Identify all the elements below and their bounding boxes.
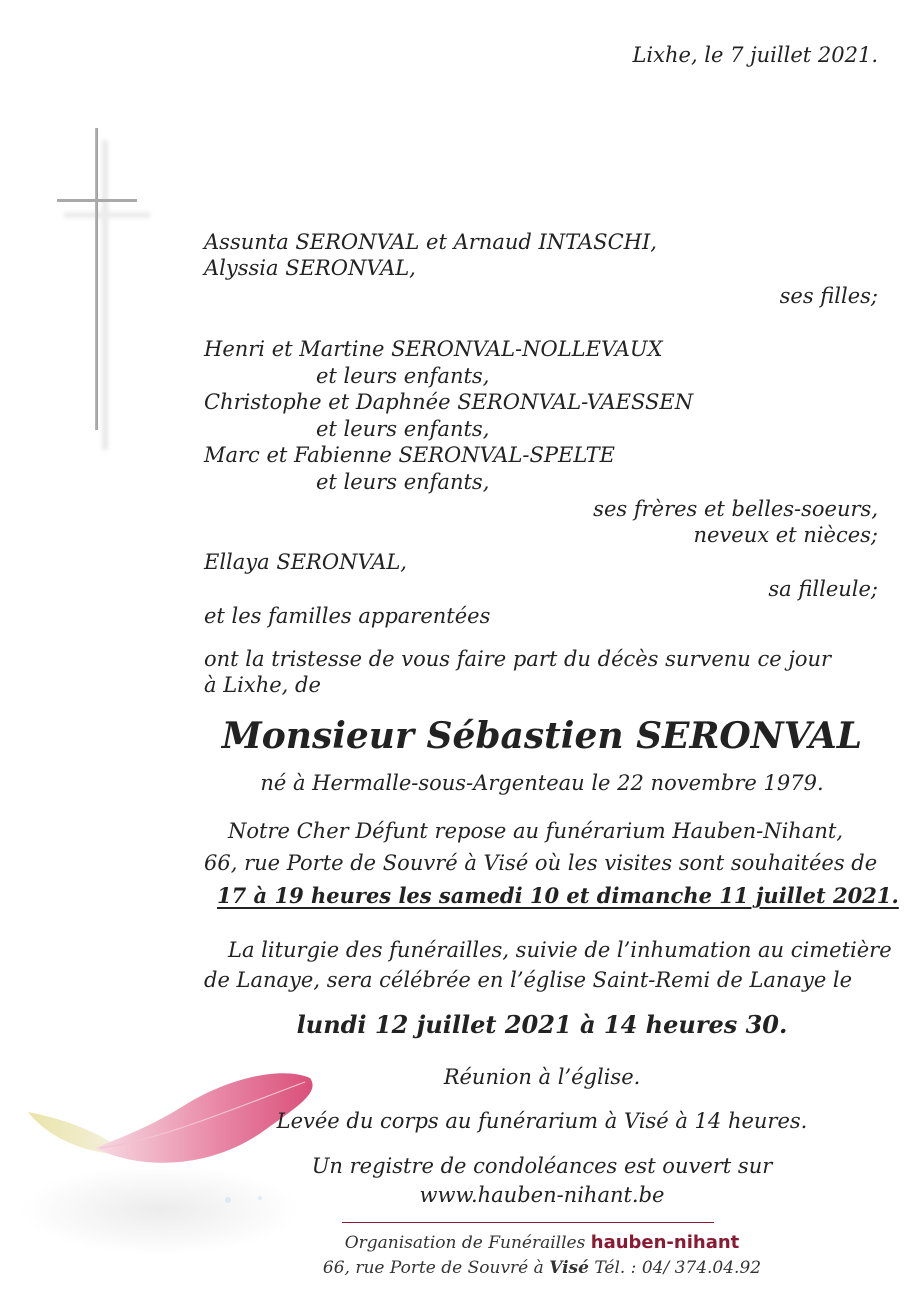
footer-organisation-label: Organisation de Funérailles xyxy=(344,1233,586,1253)
footer-address-city: Visé xyxy=(549,1258,589,1278)
funeral-meeting: Réunion à l’église. xyxy=(443,1065,641,1089)
registry-website: www.hauben-nihant.be xyxy=(419,1183,665,1207)
goddaughter-relation: sa filleule; xyxy=(768,577,878,601)
daughters-relation: ses filles; xyxy=(779,284,878,308)
footer-address xyxy=(270,1256,814,1280)
related-families: et les familles apparentées xyxy=(204,604,491,628)
deceased-birth: né à Hermalle-sous-Argenteau le 22 novembre 1979. xyxy=(260,771,824,795)
announcement-line-2: à Lixhe, de xyxy=(204,673,321,697)
deceased-name: Monsieur Sébastien SERONVAL xyxy=(221,715,863,757)
footer-phone: Tél. : 04/ 374.04.92 xyxy=(594,1258,762,1278)
family-sibling-3: Marc et Fabienne SERONVAL-SPELTE xyxy=(204,443,615,467)
family-sibling-2: Christophe et Daphnée SERONVAL-VAESSEN xyxy=(204,390,694,414)
visitation-line-1: Notre Cher Défunt repose au funérarium Hauben-Nihant, xyxy=(228,819,843,843)
family-sibling-3-children: et leurs enfants, xyxy=(316,470,490,494)
family-sibling-2-children: et leurs enfants, xyxy=(316,417,490,441)
funeral-line-1: La liturgie des funérailles, suivie de l’inhumation au cimetière xyxy=(228,938,892,962)
siblings-relation-2: neveux et nièces; xyxy=(693,523,878,547)
family-daughter-2: Alyssia SERONVAL, xyxy=(204,256,416,280)
brand-logo: hauben-nihant xyxy=(590,1232,740,1253)
footer-organisation xyxy=(300,1231,784,1255)
funeral-departure: Levée du corps au funérarium à Visé à 14 heures. xyxy=(276,1109,808,1133)
family-goddaughter: Ellaya SERONVAL, xyxy=(204,550,407,574)
date-line: Lixhe, le 7 juillet 2021. xyxy=(632,43,878,67)
family-sibling-1: Henri et Martine SERONVAL-NOLLEVAUX xyxy=(204,337,663,361)
funeral-line-2: de Lanaye, sera célébrée en l’église Saint-Remi de Lanaye le xyxy=(204,968,853,992)
siblings-relation-1: ses frères et belles-soeurs, xyxy=(593,497,878,521)
footer-address-prefix: 66, rue Porte de Souvré à xyxy=(322,1258,544,1278)
footer-divider xyxy=(342,1222,714,1223)
visitation-hours: 17 à 19 heures les samedi 10 et dimanche 11 juillet 2021. xyxy=(217,883,899,908)
family-sibling-1-children: et leurs enfants, xyxy=(316,364,490,388)
funeral-date: lundi 12 juillet 2021 à 14 heures 30. xyxy=(296,1010,788,1039)
announcement-line-1: ont la tristesse de vous faire part du décès survenu ce jour xyxy=(204,647,832,671)
visitation-line-2: 66, rue Porte de Souvré à Visé où les visites sont souhaitées de xyxy=(204,851,878,875)
family-daughter-1: Assunta SERONVAL et Arnaud INTASCHI, xyxy=(204,230,657,254)
registry-line-1: Un registre de condoléances est ouvert sur xyxy=(311,1154,773,1178)
